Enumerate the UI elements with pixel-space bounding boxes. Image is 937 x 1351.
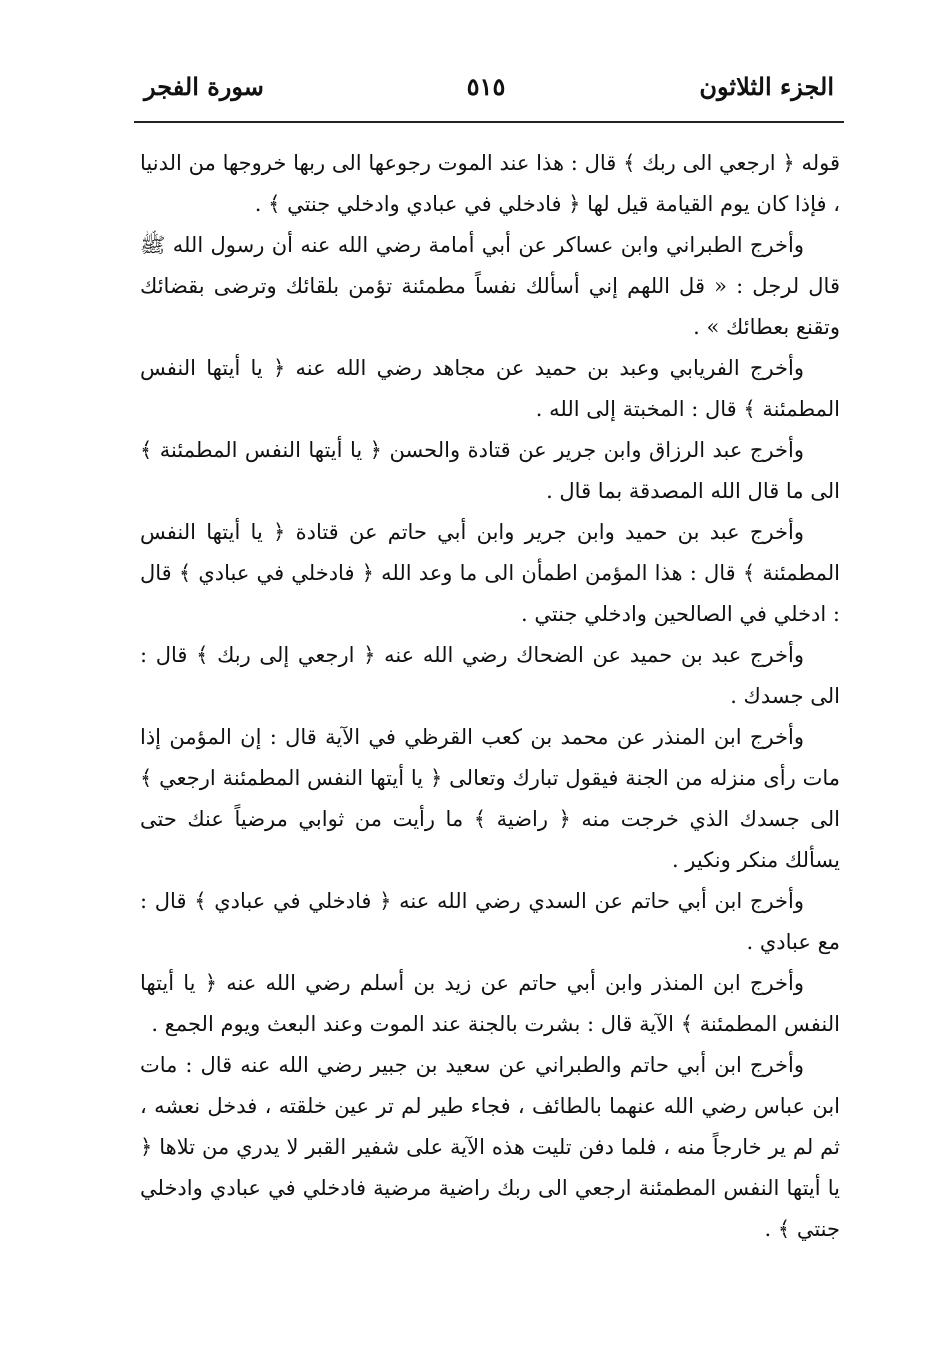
paragraph-8: وأخرج ابن أبي حاتم عن السدي رضي الله عنه ﴿ فادخلي في عبادي ﴾ قال : مع عبادي . [140,889,840,954]
paragraph-3: وأخرج الفريابي وعبد بن حميد عن مجاهد رضي الله عنه ﴿ يا أيتها النفس المطمئنة ﴾ قال : المخبتة إلى الله . [140,356,840,421]
paragraph-2: وأخرج الطبراني وابن عساكر عن أبي أمامة رضي الله عنه أن رسول الله ﷺ قال لرجل : « قل اللهم إني أسألك نفساً مطمئنة تؤمن بلقائك وترضى بقضائك وتقنع بعطائك » . [140,233,840,339]
paragraph-9: وأخرج ابن المنذر وابن أبي حاتم عن زيد بن أسلم رضي الله عنه ﴿ يا أيتها النفس المطمئنة ﴾ الآية قال : بشرت بالجنة عند الموت وعند البعث ويوم الجمع . [140,971,840,1036]
paragraph-5: وأخرج عبد بن حميد وابن جرير وابن أبي حاتم عن قتادة ﴿ يا أيتها النفس المطمئنة ﴾ قال : هذا المؤمن اطمأن الى ما وعد الله ﴿ فادخلي في عبادي ﴾ قال : ادخلي في الصالحين وادخلي جنتي . [140,520,840,626]
paragraph-6: وأخرج عبد بن حميد عن الضحاك رضي الله عنه ﴿ ارجعي إلى ربك ﴾ قال : الى جسدك . [140,643,840,708]
page-body [140,143,840,1250]
juz-title: الجزء الثلاثون [699,72,834,101]
paragraph-1: قوله ﴿ ارجعي الى ربك ﴾ قال : هذا عند الموت رجوعها الى ربها خروجها من الدنيا ، فإذا كان يوم القيامة قيل لها ﴿ فادخلي في عبادي وادخلي جنتي ﴾ . [140,151,840,216]
surah-title: سورة الفجر [144,72,264,101]
header-rule [134,121,844,123]
paragraph-7: وأخرج ابن المنذر عن محمد بن كعب القرظي في الآية قال : إن المؤمن إذا مات رأى منزله من الجنة فيقول تبارك وتعالى ﴿ يا أيتها النفس المطمئنة ارجعي ﴾ الى جسدك الذي خرجت منه ﴿ راضية ﴾ ما رأيت من ثوابي مرضياً عنك حتى يسألك منكر ونكير . [140,725,840,872]
page-number: ٥١٥ [466,72,506,101]
paragraph-4: وأخرج عبد الرزاق وابن جرير عن قتادة والحسن ﴿ يا أيتها النفس المطمئنة ﴾ الى ما قال الله المصدقة بما قال . [140,438,840,503]
paragraph-10: وأخرج ابن أبي حاتم والطبراني عن سعيد بن جبير رضي الله عنه قال : مات ابن عباس رضي الله عنهما بالطائف ، فجاء طير لم تر عين خلقته ، فدخل نعشه ، ثم لم ير خارجاً منه ، فلما دفن تليت هذه الآية على شفير القبر لا يدري من تلاها ﴿ يا أيتها النفس المطمئنة ارجعي الى ربك راضية مرضية فادخلي في عبادي وادخلي جنتي ﴾ . [140,1053,840,1241]
page-header [134,68,838,112]
